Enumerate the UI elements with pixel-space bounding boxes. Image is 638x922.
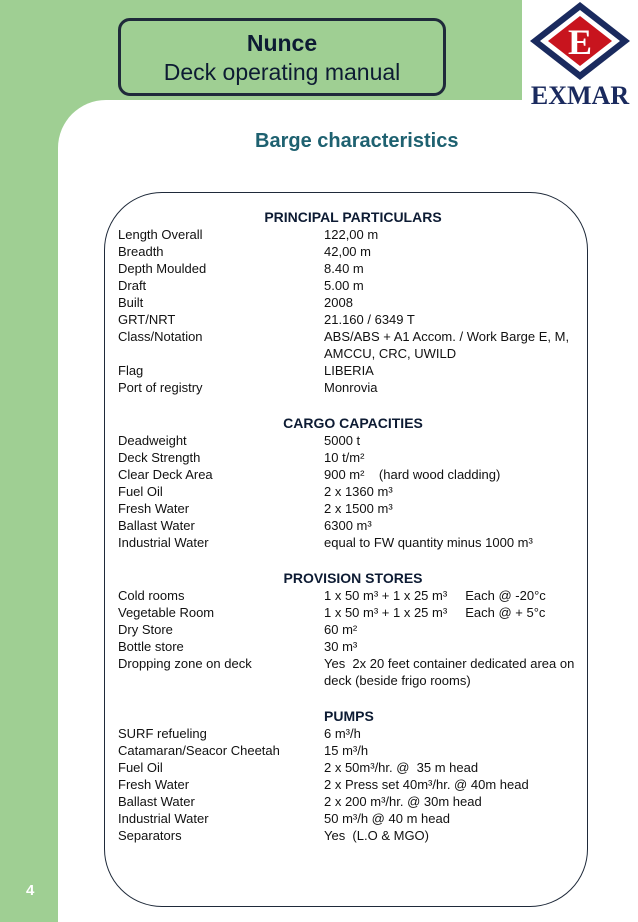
spec-label: Flag [118,363,144,378]
spec-label: Fresh Water [118,501,190,516]
title-box [118,18,446,96]
spec-row [118,483,588,500]
section-title-cargo: CARGO CAPACITIES [283,415,423,431]
spec-value: 2 x 1500 m³ [324,501,393,516]
spec-label: Dry Store [118,622,173,637]
spec-value: LIBERIA [324,363,374,378]
exmar-logo [522,0,638,110]
spec-label: Class/Notation [118,329,203,344]
spec-label: Cold rooms [118,588,185,603]
spec-row [118,311,588,328]
document-title: Nunce [246,30,318,56]
spec-label: Draft [118,278,147,293]
spec-value: 2 x 200 m³/hr. @ 30m head [324,794,482,809]
section-gap [118,551,588,569]
spec-value: 900 m² (hard wood cladding) [324,467,501,482]
spec-label: Separators [118,828,182,843]
spec-value: ABS/ABS + A1 Accom. / Work Barge E, M, AMCCU, CRC, UWILD [324,329,572,361]
spec-row [118,362,588,379]
spec-label: Breadth [118,244,164,259]
spec-row [118,277,588,294]
section-gap [118,396,588,414]
section-gap [118,689,588,707]
spec-label: Length Overall [118,227,203,242]
spec-value: 50 m³/h @ 40 m head [324,811,450,826]
exmar-logo-graphic [522,0,638,110]
spec-row [118,294,588,311]
spec-label: Port of registry [118,380,203,395]
section-title-provision: PROVISION STORES [283,570,423,586]
spec-row [118,449,588,466]
spec-label: Catamaran/Seacor Cheetah [118,743,280,758]
spec-row [118,725,588,742]
spec-row [118,742,588,759]
characteristics-content [118,208,588,844]
spec-value: 5000 t [324,433,361,448]
spec-value: 42,00 m [324,244,371,259]
spec-value: 6300 m³ [324,518,372,533]
spec-label: Bottle store [118,639,184,654]
spec-row [118,604,588,621]
document-subtitle: Deck operating manual [163,59,401,85]
spec-row [118,328,588,362]
spec-row [118,655,588,689]
spec-value: 30 m³ [324,639,358,654]
spec-row [118,243,588,260]
spec-row [118,466,588,483]
spec-row [118,517,588,534]
logo-letter: E [567,22,593,62]
spec-row [118,759,588,776]
spec-row [118,810,588,827]
spec-label: Deck Strength [118,450,201,465]
spec-row [118,534,588,551]
spec-label: Ballast Water [118,794,195,809]
spec-label: Deadweight [118,433,187,448]
spec-value: equal to FW quantity minus 1000 m³ [324,535,533,550]
spec-value: 21.160 / 6349 T [324,312,415,327]
principal-list [118,226,588,396]
spec-label: Industrial Water [118,811,209,826]
spec-value: Monrovia [324,380,378,395]
spec-row [118,827,588,844]
spec-row [118,500,588,517]
spec-value: 8.40 m [324,261,364,276]
spec-label: Ballast Water [118,518,195,533]
spec-row [118,793,588,810]
spec-label: Vegetable Room [118,605,215,620]
page-heading: Barge characteristics [255,130,459,152]
spec-value: 1 x 50 m³ + 1 x 25 m³ Each @ + 5°c [324,605,546,620]
spec-label: GRT/NRT [118,312,176,327]
spec-value: 5.00 m [324,278,364,293]
spec-label: Fuel Oil [118,760,163,775]
cargo-list [118,432,588,551]
spec-value: 60 m² [324,622,358,637]
logo-text: EXMAR [530,81,630,110]
spec-value: 2 x Press set 40m³/hr. @ 40m head [324,777,529,792]
spec-value: 2008 [324,295,353,310]
section-title-pumps: PUMPS [324,708,374,724]
spec-label: Fresh Water [118,777,190,792]
spec-row [118,260,588,277]
spec-value: 15 m³/h [324,743,369,758]
spec-row [118,226,588,243]
spec-label: Dropping zone on deck [118,656,252,671]
section-title-principal: PRINCIPAL PARTICULARS [264,209,442,225]
spec-value: 1 x 50 m³ + 1 x 25 m³ Each @ -20°c [324,588,546,603]
provision-list [118,587,588,689]
spec-label: Industrial Water [118,535,209,550]
spec-row [118,776,588,793]
spec-label: SURF refueling [118,726,207,741]
page-number: 4 [26,882,35,899]
spec-row [118,638,588,655]
spec-row [118,432,588,449]
spec-value: Yes 2x 20 feet container dedicated area on deck (beside frigo rooms) [324,656,578,688]
spec-row [118,587,588,604]
spec-value: 2 x 50m³/hr. @ 35 m head [324,760,479,775]
spec-label: Depth Moulded [118,261,207,276]
spec-row [118,621,588,638]
spec-value: 122,00 m [324,227,379,242]
spec-value: 10 t/m² [324,450,365,465]
pumps-list [118,725,588,844]
spec-value: 6 m³/h [324,726,361,741]
spec-value: 2 x 1360 m³ [324,484,393,499]
spec-label: Fuel Oil [118,484,163,499]
spec-label: Clear Deck Area [118,467,213,482]
spec-row [118,379,588,396]
spec-value: Yes (L.O & MGO) [324,828,429,843]
spec-label: Built [118,295,144,310]
